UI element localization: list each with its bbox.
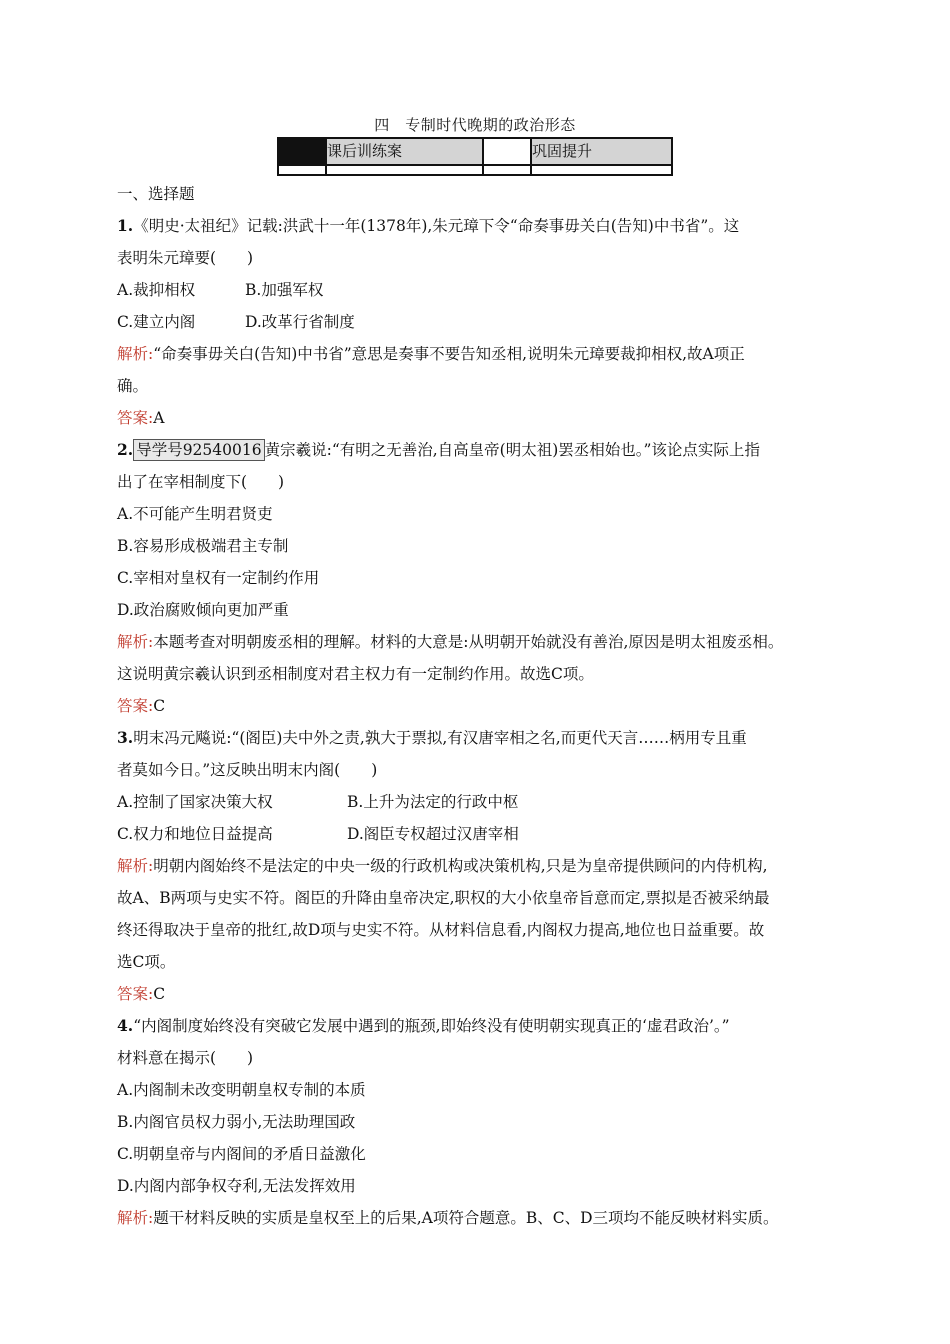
header-row — [279, 139, 671, 166]
guide-number-box: 导学号92540016 — [133, 439, 264, 461]
answer-value: C — [153, 985, 166, 1003]
header-cell-consolidate: 巩固提升 — [532, 139, 671, 164]
question-stem: 明末冯元飚说:“(阁臣)夫中外之责,孰大于票拟,有汉唐宰相之名,而更代天言……柄用专且重 — [133, 729, 747, 747]
header-table — [277, 137, 673, 176]
question-stem: 《明史·太祖纪》记载:洪武十一年(1378年),朱元璋下令“命奏事毋关白(告知)中书省”。这 — [133, 217, 740, 235]
analysis-text: 这说明黄宗羲认识到丞相制度对君主权力有一定制约作用。故选C项。 — [117, 665, 594, 683]
answer-label: 答案: — [117, 409, 154, 427]
header-black-cell — [279, 139, 325, 164]
question-stem: “内阁制度始终没有突破它发展中遇到的瓶颈,即始终没有使明朝实现真正的‘虚君政治’。” — [133, 1017, 730, 1035]
question-number: 3. — [117, 728, 134, 747]
table-divider — [530, 139, 532, 176]
page-title: 四 专制时代晚期的政治形态 — [374, 116, 576, 134]
analysis-label: 解析: — [117, 345, 154, 363]
option-b: B.加强军权 — [245, 281, 324, 299]
analysis-label: 解析: — [117, 633, 154, 651]
analysis-text: 确。 — [117, 377, 149, 395]
question-1 — [117, 210, 837, 434]
question-stem: 黄宗羲说:“有明之无善治,自高皇帝(明太祖)罢丞相始也。”该论点实际上指 — [264, 441, 760, 459]
analysis-label: 解析: — [117, 857, 154, 875]
question-stem: 出了在宰相制度下( ) — [117, 473, 285, 491]
option-d: D.政治腐败倾向更加严重 — [117, 601, 289, 619]
analysis-text: 故A、B两项与史实不符。阁臣的升降由皇帝决定,职权的大小依皇帝旨意而定,票拟是否被采纳最 — [117, 889, 770, 907]
question-stem: 者莫如今日。”这反映出明末内阁( ) — [117, 761, 378, 779]
option-c: C.宰相对皇权有一定制约作用 — [117, 569, 320, 587]
question-number: 1. — [117, 216, 134, 235]
document-body — [117, 178, 837, 1234]
question-3 — [117, 722, 837, 1010]
analysis-label: 解析: — [117, 1209, 154, 1227]
analysis-text: “命奏事毋关白(告知)中书省”意思是奏事不要告知丞相,说明朱元璋要裁抑相权,故A项正 — [153, 345, 745, 363]
header-blank-cell — [484, 139, 532, 164]
option-d: D.改革行省制度 — [245, 313, 355, 331]
question-4 — [117, 1010, 837, 1234]
analysis-text: 本题考查对明朝废丞相的理解。材料的大意是:从明朝开始就没有善治,原因是明太祖废丞相。 — [153, 633, 784, 651]
option-d: D.内阁内部争权夺利,无法发挥效用 — [117, 1177, 356, 1195]
analysis-text: 终还得取决于皇帝的批红,故D项与史实不符。从材料信息看,内阁权力提高,地位也日益重要。故 — [117, 921, 765, 939]
question-stem: 表明朱元璋要( ) — [117, 249, 254, 267]
analysis-text: 题干材料反映的实质是皇权至上的后果,A项符合题意。B、C、D三项均不能反映材料实质。 — [153, 1209, 779, 1227]
answer-value: A — [153, 409, 165, 427]
option-b: B.容易形成极端君主专制 — [117, 537, 289, 555]
option-c: C.建立内阁 — [117, 313, 196, 331]
option-a: A.不可能产生明君贤吏 — [117, 505, 273, 523]
answer-label: 答案: — [117, 985, 154, 1003]
option-c: C.明朝皇帝与内阁间的矛盾日益激化 — [117, 1145, 366, 1163]
answer-value: C — [153, 697, 166, 715]
option-d: D.阁臣专权超过汉唐宰相 — [347, 825, 519, 843]
analysis-text: 选C项。 — [117, 953, 176, 971]
question-2 — [117, 434, 837, 722]
answer-label: 答案: — [117, 697, 154, 715]
question-stem: 材料意在揭示( ) — [117, 1049, 254, 1067]
table-divider — [482, 139, 484, 176]
table-divider — [325, 139, 327, 176]
option-c: C.权力和地位日益提高 — [117, 825, 273, 843]
option-a: A.裁抑相权 — [117, 281, 196, 299]
option-b: B.内阁官员权力弱小,无法助理国政 — [117, 1113, 356, 1131]
option-b: B.上升为法定的行政中枢 — [347, 793, 519, 811]
question-number: 4. — [117, 1016, 134, 1035]
header-cell-homework: 课后训练案 — [327, 139, 482, 164]
analysis-text: 明朝内阁始终不是法定的中央一级的行政机构或决策机构,只是为皇帝提供顾问的内侍机构, — [153, 857, 768, 875]
option-a: A.内阁制未改变明朝皇权专制的本质 — [117, 1081, 366, 1099]
option-a: A.控制了国家决策大权 — [117, 793, 273, 811]
question-number: 2. — [117, 440, 134, 459]
section-heading: 一、选择题 — [117, 185, 195, 203]
